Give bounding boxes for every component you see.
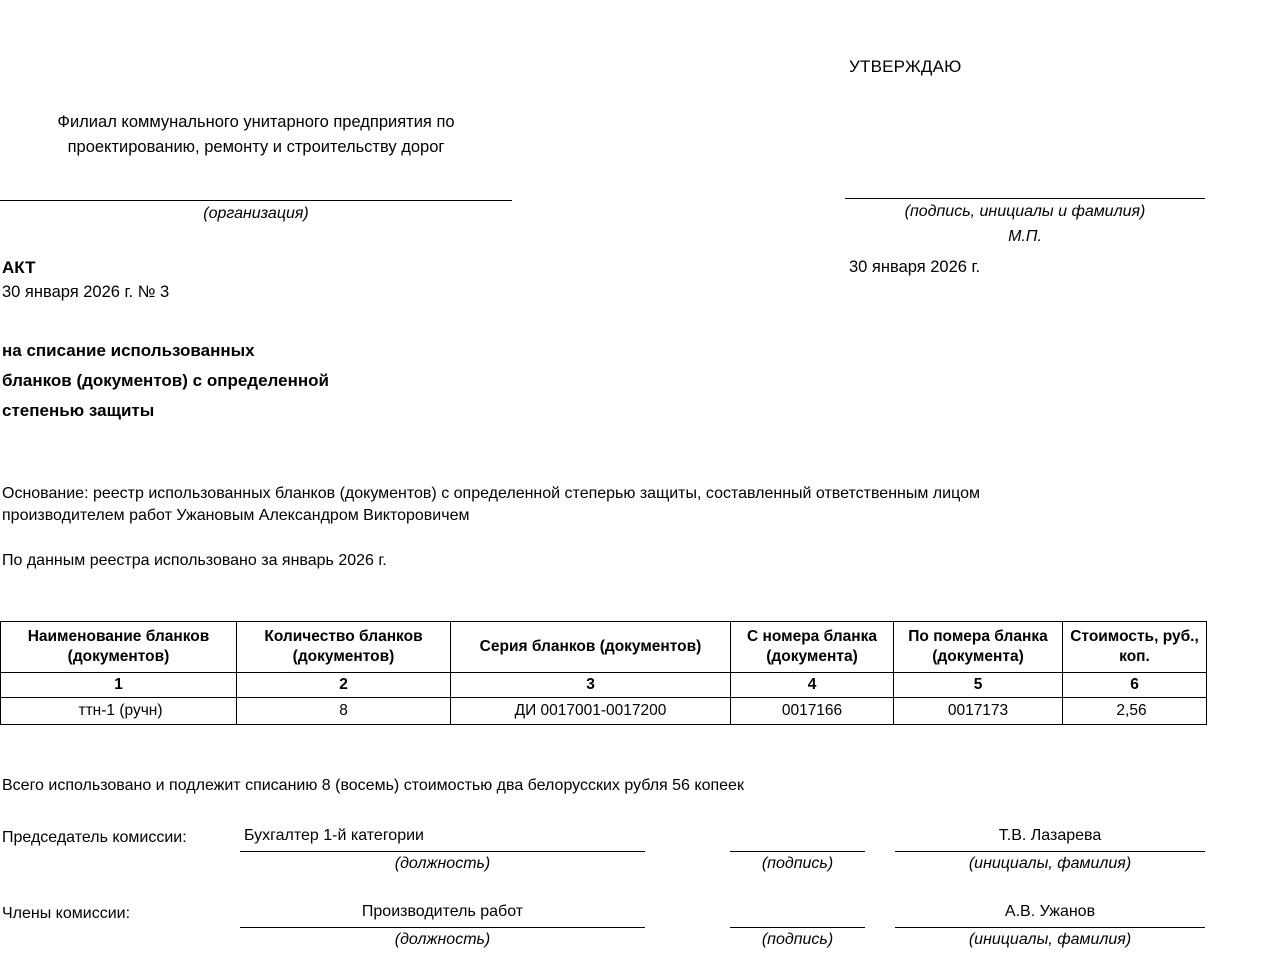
basis-paragraph — [2, 483, 1232, 527]
chairman-signature-rule — [730, 851, 865, 852]
table-header-series: Серия бланков (документов) — [451, 622, 731, 673]
cell-number-from: 0017166 — [731, 698, 894, 725]
table-header-number-to: По помера бланка (документа) — [894, 622, 1063, 673]
table-header-cost: Стоимость, руб., коп. — [1063, 622, 1207, 673]
act-subtitle-line-1: на списание использованных — [2, 341, 255, 360]
organization-name: Филиал коммунального унитарного предприятия по проектированию, ремонту и строительству дорог — [57, 113, 455, 156]
member-name-rule — [895, 927, 1205, 928]
column-number-5: 5 — [894, 673, 1063, 698]
column-number-6: 6 — [1063, 673, 1207, 698]
organization-rule — [0, 200, 512, 201]
table-header-name: Наименование бланков (документов) — [1, 622, 237, 673]
chairman-position-caption: (должность) — [394, 855, 491, 872]
blanks-table — [0, 621, 1207, 725]
act-date-number: 30 января 2026 г. № 3 — [2, 283, 170, 301]
organization-caption: (организация) — [203, 205, 309, 222]
cell-series: ДИ 0017001-0017200 — [451, 698, 731, 725]
basis-line-1: Основание: реестр использованных бланков (документов) с определенной степерью защиты, составленный ответственным лицом — [2, 485, 980, 502]
approve-signature-rule — [845, 198, 1205, 199]
cell-name: ттн-1 (ручн) — [1, 698, 237, 725]
chairman-position: Бухгалтер 1-й категории — [244, 827, 424, 844]
column-number-4: 4 — [731, 673, 894, 698]
approve-signature-caption: (подпись, инициалы и фамилия) — [904, 203, 1146, 220]
table-header-quantity: Количество бланков (документов) — [237, 622, 451, 673]
column-number-2: 2 — [237, 673, 451, 698]
table-header-number-from: С номера бланка (документа) — [731, 622, 894, 673]
chairman-name-rule — [895, 851, 1205, 852]
column-number-1: 1 — [1, 673, 237, 698]
member-name-caption: (инициалы, фамилия) — [968, 931, 1132, 948]
approve-label: УТВЕРЖДАЮ — [849, 57, 962, 76]
stamp-caption: М.П. — [1008, 228, 1042, 245]
table-header-row — [1, 622, 1207, 673]
member-position-rule — [240, 927, 645, 928]
chairman-name-caption: (инициалы, фамилия) — [968, 855, 1132, 872]
member-position: Производитель работ — [361, 903, 524, 920]
member-signature-caption: (подпись) — [761, 931, 834, 948]
member-name: А.В. Ужанов — [1004, 903, 1096, 920]
blanks-table-wrapper — [0, 621, 1206, 725]
chairman-signature-caption: (подпись) — [761, 855, 834, 872]
act-subtitle — [2, 336, 562, 426]
cell-cost: 2,56 — [1063, 698, 1207, 725]
act-subtitle-line-3: степенью защиты — [2, 401, 155, 420]
cell-quantity: 8 — [237, 698, 451, 725]
chairman-position-rule — [240, 851, 645, 852]
act-word: АКТ — [2, 258, 36, 277]
total-text: Всего использовано и подлежит списанию 8 (восемь) стоимостью два белорусских рубля 56 копеек — [2, 777, 744, 794]
chairman-name: Т.В. Лазарева — [998, 827, 1102, 844]
register-period: По данным реестра использовано за январь 2026 г. — [2, 552, 387, 569]
approve-date: 30 января 2026 г. — [849, 258, 981, 276]
member-position-caption: (должность) — [394, 931, 491, 948]
member-role-label: Члены комиссии: — [2, 905, 131, 922]
chairman-role-label: Председатель комиссии: — [2, 829, 187, 846]
member-signature-rule — [730, 927, 865, 928]
table-row — [1, 698, 1207, 725]
column-number-3: 3 — [451, 673, 731, 698]
table-column-number-row — [1, 673, 1207, 698]
act-subtitle-line-2: бланков (документов) с определенной — [2, 371, 329, 390]
cell-number-to: 0017173 — [894, 698, 1063, 725]
basis-line-2: производителем работ Ужановым Александром Викторовичем — [2, 507, 470, 524]
